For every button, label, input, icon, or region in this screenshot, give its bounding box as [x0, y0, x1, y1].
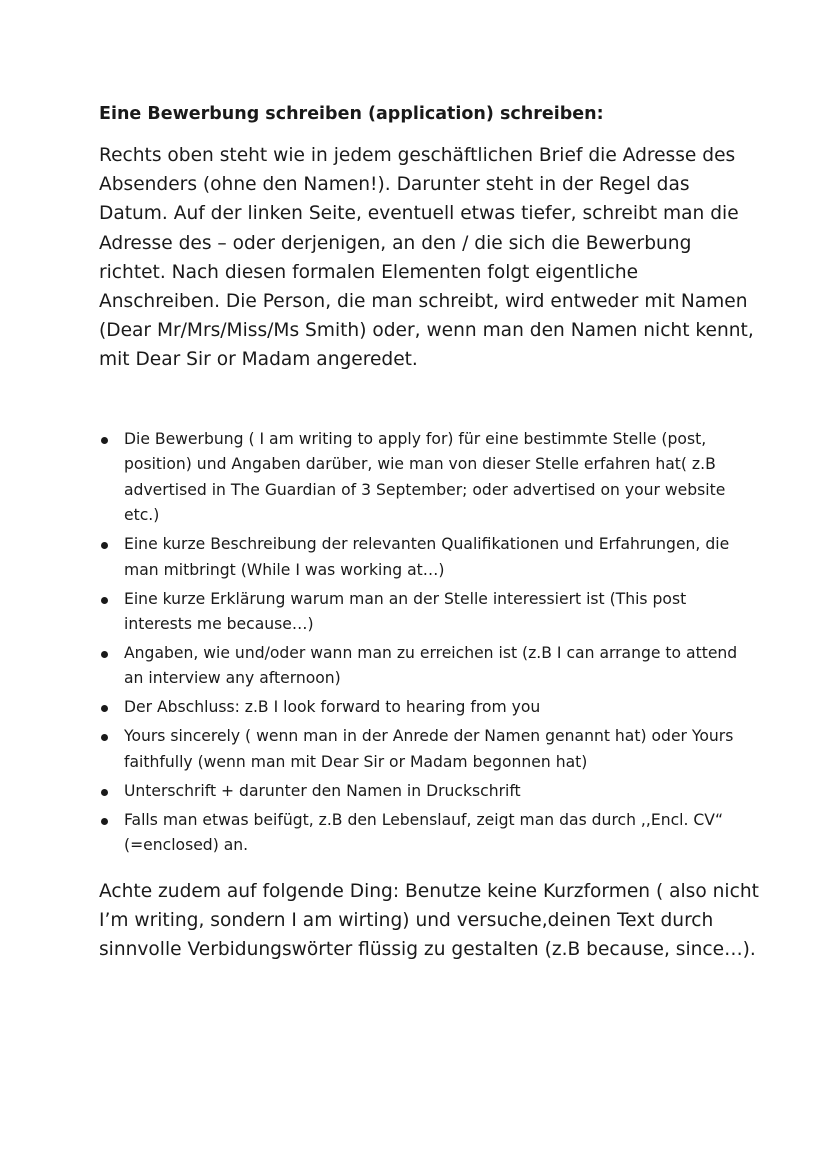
list-item: Unterschrift + darunter den Namen in Druckschrift	[99, 779, 759, 804]
intro-paragraph: Rechts oben steht wie in jedem geschäftlichen Brief die Adresse des Absenders (ohne den Namen!). Darunter steht in der Regel das Datum. Auf der linken Seite, eventuell etwas tiefer, schreibt man die Adresse des – oder derjenigen, an den / die sich die Bewerbung richtet. Nach diesen formalen Elementen folgt eigentliche Anschreiben. Die Person, die man schreibt, wird entweder mit Namen (Dear Mr/Mrs/Miss/Ms Smith) oder, wenn man den Namen nicht kennt, mit Dear Sir or Madam angeredet.	[99, 145, 754, 371]
list-item: Eine kurze Erklärung warum man an der Stelle interessiert ist (This post interests me because…)	[99, 587, 759, 638]
list-item: Eine kurze Beschreibung der relevanten Qualifikationen und Erfahrungen, die man mitbringt (While I was working at…)	[99, 532, 759, 583]
list-item: Falls man etwas beifügt, z.B den Lebenslauf, zeigt man das durch ,,Encl. CV“ (=enclosed) an.	[99, 808, 759, 859]
document-title: Eine Bewerbung schreiben (application) schreiben:	[99, 104, 604, 124]
list-item: Yours sincerely ( wenn man in der Anrede der Namen genannt hat) oder Yours faithfully (wenn man mit Dear Sir or Madam begonnen hat)	[99, 724, 759, 775]
list-item: Angaben, wie und/oder wann man zu erreichen ist (z.B I can arrange to attend an interview any afternoon)	[99, 641, 759, 692]
list-item: Die Bewerbung ( I am writing to apply for) für eine bestimmte Stelle (post, position) und Angaben darüber, wie man von dieser Stelle erfahren hat( z.B advertised in The Guardian of 3 September; oder advertised on your website etc.)	[99, 427, 759, 529]
list-item: Der Abschluss: z.B I look forward to hearing from you	[99, 695, 759, 720]
closing-paragraph: Achte zudem auf folgende Ding: Benutze keine Kurzformen ( also nicht I’m writing, sondern I am wirting) und versuche,deinen Text durch sinnvolle Verbidungswörter flüssig zu gestalten (z.B because, since…).	[99, 881, 759, 961]
bullet-list	[99, 427, 759, 862]
